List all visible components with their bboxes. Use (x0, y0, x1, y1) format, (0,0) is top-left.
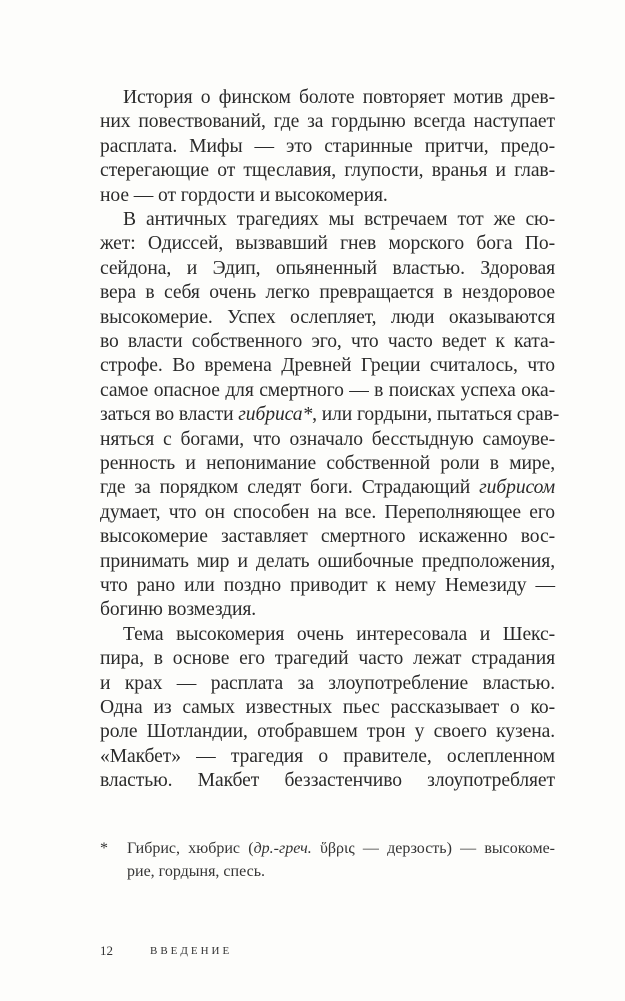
text-line (100, 354, 555, 378)
text-line (100, 159, 555, 183)
text-segment: строфе. Во времена Древней Греции считалось, что (100, 355, 555, 377)
page-number: 12 (100, 943, 113, 958)
text-line (100, 598, 555, 622)
text-segment: властью. Макбет беззастенчиво злоупотребляет (100, 770, 555, 792)
text-segment: и крах — расплата за злоупотребление властью. (100, 672, 555, 694)
text-segment: богиню возмездия. (100, 599, 257, 621)
text-segment: думает, что он способен на все. Переполняющее его (100, 501, 555, 523)
italic-term: гибриса* (238, 404, 313, 426)
text-line (100, 696, 555, 720)
text-line (100, 476, 555, 500)
footnote-text: ὕβρις — дерзость) — высокоме- (311, 840, 555, 857)
text-line (100, 574, 555, 598)
text-segment: Одна из самых известных пьес рассказывает о ко- (100, 697, 555, 718)
footnote-abbrev: др.-греч. (253, 840, 312, 857)
text-line (100, 452, 555, 476)
text-segment: В античных трагедиях мы встречаем тот же сю- (123, 209, 555, 230)
text-line (100, 281, 555, 305)
text-segment: ренность и непонимание собственной роли в мире, (100, 453, 555, 474)
text-line (100, 647, 555, 671)
text-line (100, 720, 555, 744)
text-line (100, 257, 555, 281)
text-line (100, 550, 555, 574)
footnote-line: рие, гордыня, спесь. (127, 863, 265, 880)
text-line (100, 379, 555, 403)
text-line (100, 135, 555, 159)
text-line (100, 501, 555, 525)
text-segment: пира, в основе его трагедий часто лежат страдания (100, 648, 555, 670)
text-segment: высокомерие. Успех ослепляет, люди оказываются (100, 306, 555, 328)
text-segment: самое опасное для смертного — в поисках успеха ока- (100, 379, 555, 401)
text-segment: них повествований, где за гордыню всегда наступает (100, 111, 555, 133)
text-line (100, 110, 555, 134)
text-segment: роле Шотландии, отобравшем трон у своего кузена. (100, 721, 555, 743)
footnote-text: Гибрис, хюбрис ( (127, 840, 254, 857)
text-segment: стерегающие от тщеславия, глупости, вранья и глав- (100, 160, 555, 182)
text-line (100, 428, 555, 452)
text-segment: ное — от гордости и высокомерия. (100, 184, 388, 206)
text-segment: высокомерие заставляет смертного искаженно вос- (100, 526, 555, 548)
text-segment: , или гордыни, пытаться срав- (312, 404, 560, 426)
text-line (100, 330, 555, 354)
text-line (100, 403, 560, 427)
text-segment: жет: Одиссей, вызвавший гнев морского бога По- (100, 233, 555, 255)
text-line (100, 184, 555, 208)
text-segment: История о финском болоте повторяет мотив древ- (123, 87, 555, 108)
text-line (100, 525, 555, 549)
text-line (100, 745, 555, 769)
text-segment: что рано или поздно приводит к нему Немезиду — (100, 575, 555, 596)
running-header-section: ВВЕДЕНИЕ (150, 945, 233, 957)
text-segment: вера в себя очень легко превращается в нездоровое (100, 282, 555, 304)
text-line (123, 208, 555, 232)
text-line (100, 672, 555, 696)
text-segment: расплата. Мифы — это старинные притчи, предо- (100, 135, 555, 157)
italic-term: гибрисом (479, 477, 555, 499)
footnote-marker: * (100, 840, 108, 857)
text-segment: Тема высокомерия очень интересовала и Шекс- (123, 623, 555, 645)
text-line (100, 306, 555, 330)
text-segment: где за порядком следят боги. Страдающий (100, 477, 480, 499)
footnote-line (127, 838, 555, 860)
text-line (123, 86, 555, 110)
text-segment: принимать мир и делать ошибочные предположения, (100, 550, 555, 572)
text-segment: «Макбет» — трагедия о правителе, ослепленном (100, 745, 555, 767)
text-segment: во власти собственного эго, что часто ведет к ката- (100, 331, 555, 352)
text-line (100, 232, 555, 256)
text-segment: сейдона, и Эдип, опьяненный властью. Здоровая (100, 257, 555, 279)
text-line (100, 769, 555, 793)
text-line (123, 623, 555, 647)
text-segment: заться во власти (100, 404, 239, 426)
text-segment: няться с богами, что означало бесстыдную самоуве- (100, 428, 555, 450)
